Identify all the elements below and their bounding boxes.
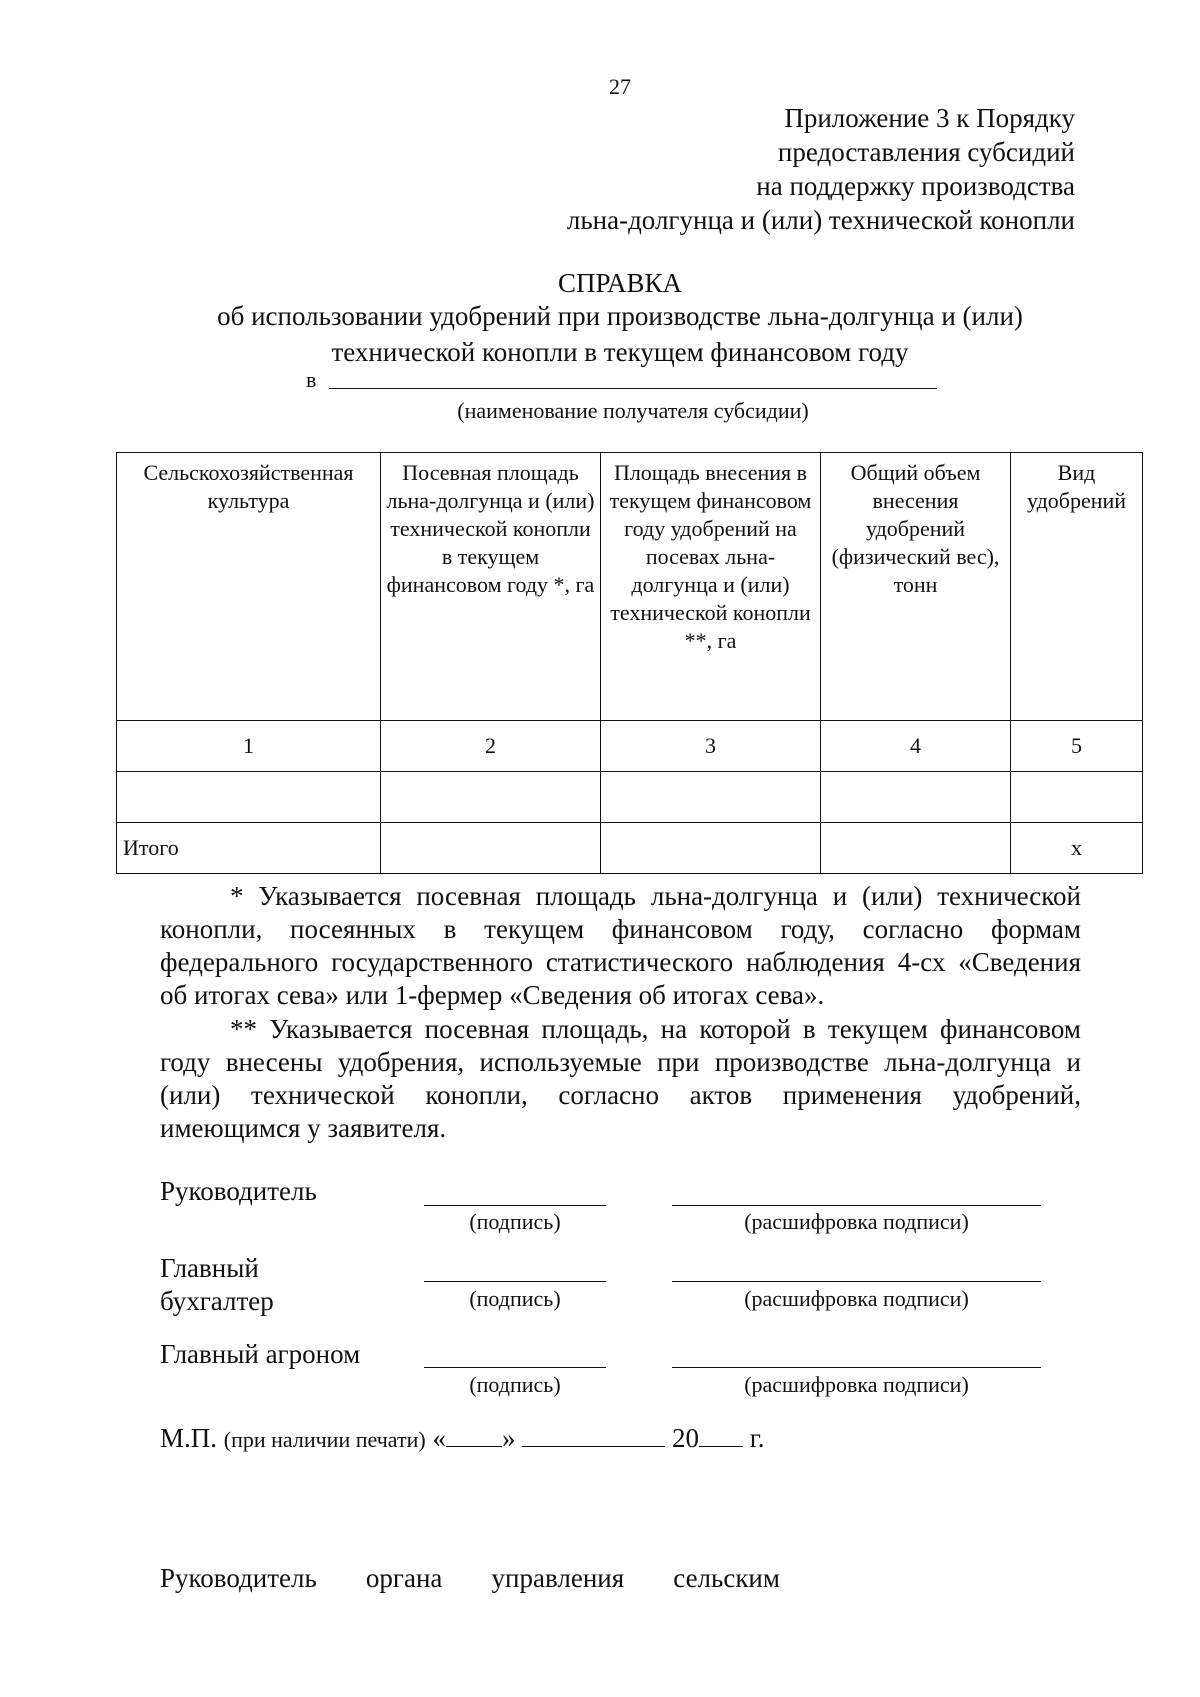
stamp-note: (при наличии печати) [223,1427,426,1452]
table-total-row [117,823,1143,874]
appendix-line: предоставления субсидий [777,137,1075,167]
signature-caption: (подпись) [469,1209,561,1234]
signatory-accountant-label [160,1252,274,1318]
page-number: 27 [609,74,631,99]
table-cell[interactable] [381,823,601,874]
year-suffix: г. [749,1423,765,1453]
signatory-agronomist-label: Главный агроном [160,1339,361,1369]
bottom-word: органа [365,1563,443,1593]
label-line: бухгалтер [160,1286,274,1316]
month-field[interactable] [522,1426,665,1447]
signature-field[interactable] [424,1281,606,1282]
column-number: 5 [1011,721,1143,772]
document-title: СПРАВКА [557,268,683,298]
recipient-name-field[interactable] [329,388,937,389]
appendix-line: льна-долгунца и (или) технической конопли [566,205,1075,235]
footnote-1 [160,880,1081,1012]
total-label: Итого [117,823,381,874]
column-number: 3 [601,721,821,772]
quote-close: » [501,1423,516,1453]
day-field[interactable] [446,1426,502,1447]
table-header-cell: Площадь внесения в текущем финансовом году удобрений на посевах льна-долгунца и (или) технической конопли **, га [601,453,821,721]
table-header-cell: Посевная площадь льна-долгунца и (или) технической конопли в текущем финансовом году *, га [381,453,601,721]
bottom-signatory-text [160,1563,780,1594]
table-number-row [117,721,1143,772]
decode-caption: (расшифровка подписи) [744,1209,969,1234]
signature-decode-field[interactable] [672,1205,1041,1206]
label-line: Главный [160,1253,259,1283]
table-cell[interactable] [381,772,601,823]
table-header-cell: Сельскохозяйственная культура [117,453,381,721]
signature-caption: (подпись) [469,1286,561,1311]
footnote-text: * Указывается посевная площадь льна-долгунца и (или) технической конопли, посеянных в текущем финансовом году, согласно формам федерального государственного статистического наблюдения 4-сх «Сведения об итогах сева» или 1-фермер «Сведения об итогах сева». [160,881,1081,1010]
document-subtitle: об использовании удобрений при производстве льна-долгунца и (или) технической конопли в текущем финансовом году [217,301,1023,367]
column-number: 1 [117,721,381,772]
table-header-row [117,453,1143,721]
decode-caption: (расшифровка подписи) [744,1372,969,1397]
bottom-word: управления [491,1563,625,1593]
bottom-word: сельским [673,1563,780,1593]
table-cell[interactable] [117,772,381,823]
year-prefix: 20 [671,1423,699,1453]
table-row [117,772,1143,823]
table-cell[interactable] [1011,772,1143,823]
recipient-prefix: в [306,367,317,392]
column-number: 4 [821,721,1011,772]
recipient-caption: (наименование получателя субсидии) [457,398,809,423]
quote-open: « [432,1423,446,1453]
signature-decode-field[interactable] [672,1281,1041,1282]
table-cell[interactable] [821,823,1011,874]
stamp-date-line [160,1423,764,1454]
bottom-word: Руководитель [160,1563,317,1593]
signature-decode-field[interactable] [672,1367,1041,1368]
signatory-head-label: Руководитель [160,1176,317,1206]
column-number: 2 [381,721,601,772]
table-header-cell: Вид удобрений [1011,453,1143,721]
decode-caption: (расшифровка подписи) [744,1286,969,1311]
appendix-header [567,101,1075,237]
footnote-2 [160,1013,1081,1145]
table-cell[interactable] [601,823,821,874]
table-cell[interactable] [821,772,1011,823]
appendix-line: Приложение 3 к Порядку [784,103,1075,133]
signature-field[interactable] [424,1367,606,1368]
stamp-label: М.П. [160,1423,218,1453]
year-field[interactable] [699,1426,743,1447]
signature-caption: (подпись) [469,1372,561,1397]
fertilizer-table [116,452,1143,874]
table-header-cell: Общий объем внесения удобрений (физический вес), тонн [821,453,1011,721]
appendix-line: на поддержку производства [756,171,1075,201]
footnote-text: ** Указывается посевная площадь, на которой в текущем финансовом году внесены удобрения, используемые при производстве льна-долгунца и (или) технической конопли, согласно актов применения удобрений, имеющимся у заявителя. [160,1014,1081,1143]
total-mark: х [1011,823,1143,874]
table-cell[interactable] [601,772,821,823]
signature-field[interactable] [424,1205,606,1206]
